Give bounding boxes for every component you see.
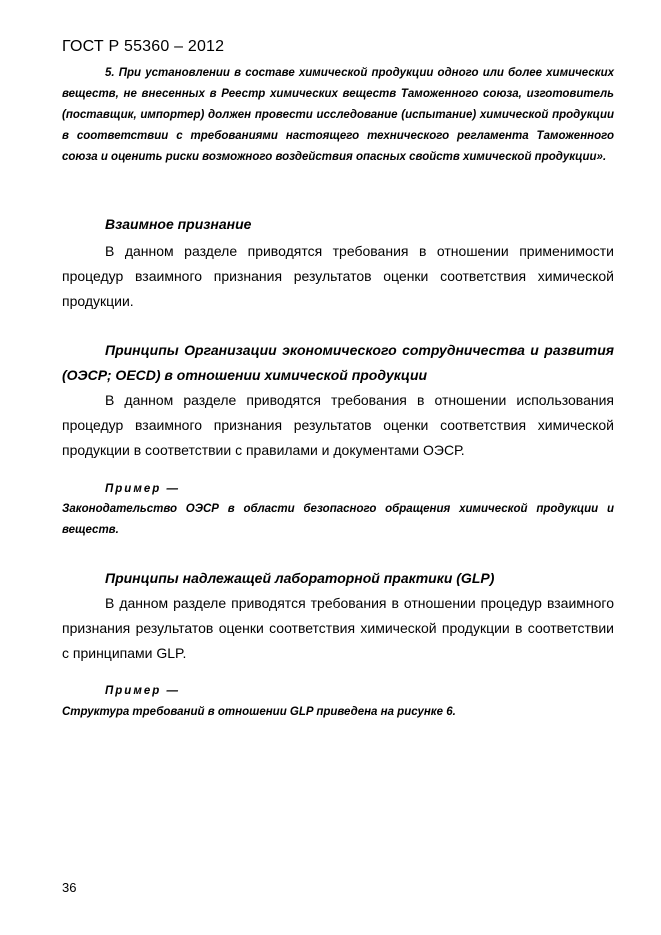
note-5-paragraph: 5. При установлении в составе химической продукции одного или более химических веществ, не внесенных в Реестр химических веществ Таможенного союза, изготовитель (поставщик, импортер) должен провести исследование (испытание) химической продукции в соответствии с требованиями настоящего технического регламента Таможенного союза и оценить риски возможного воздействия опасных свойств химической продукции». bbox=[62, 67, 614, 163]
section-text-glp-principles: В данном разделе приводятся требования в отношении процедур взаимного признания результатов оценки соответствия химической продукции в соответствии с принципами GLP. bbox=[62, 595, 614, 661]
section-title-mutual-recognition: Взаимное признание bbox=[105, 216, 252, 232]
section-text-oecd-principles: В данном разделе приводятся требования в отношении использования процедур взаимного признания результатов оценки соответствия химической продукции в соответствии с правилами и документами ОЭСР. bbox=[62, 392, 614, 458]
section-title-oecd-principles: Принципы Организации экономического сотрудничества и развития (ОЭСР; OECD) в отношении химической продукции bbox=[62, 342, 614, 383]
example-text-glp: Структура требований в отношении GLP приведена на рисунке 6. bbox=[62, 706, 456, 718]
section-title-glp-principles: Принципы надлежащей лабораторной практики (GLP) bbox=[105, 570, 495, 586]
example-label-glp: Пример — bbox=[105, 685, 180, 697]
document-header: ГОСТ Р 55360 – 2012 bbox=[62, 38, 225, 55]
page-number: 36 bbox=[62, 880, 77, 895]
example-label-oecd: Пример — bbox=[105, 483, 180, 495]
example-text-oecd: Законодательство ОЭСР в области безопасного обращения химической продукции и веществ. bbox=[62, 503, 614, 536]
section-text-mutual-recognition: В данном разделе приводятся требования в отношении применимости процедур взаимного признания результатов оценки соответствия химической продукции. bbox=[62, 243, 614, 309]
